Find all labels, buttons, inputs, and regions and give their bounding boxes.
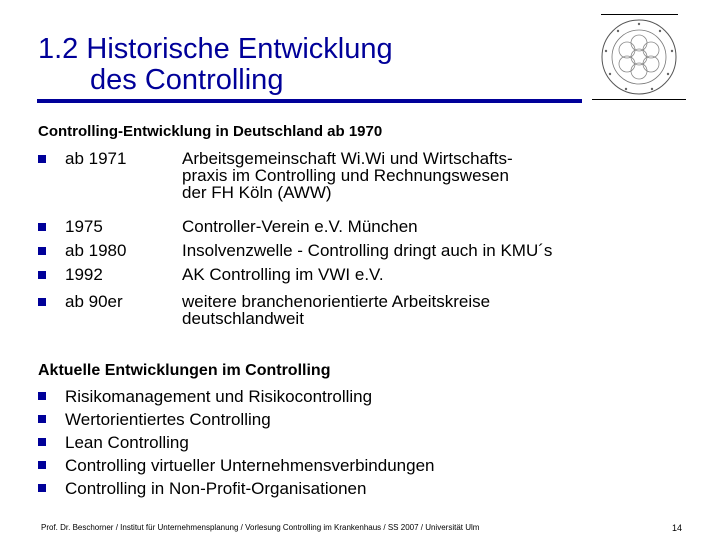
timeline-description: Arbeitsgemeinschaft Wi.Wi und Wirtschafts- praxis im Controlling und Rechnungswesen der FH Köln (AWW) [182, 149, 513, 202]
section-heading-current: Aktuelle Entwicklungen im Controlling [38, 362, 331, 379]
section-heading-history: Controlling-Entwicklung in Deutschland ab 1970 [38, 123, 383, 140]
footer-text: Prof. Dr. Beschorner / Institut für Unternehmensplanung / Vorlesung Controlling im Krankenhaus / SS 2007 / Universität Ulm [41, 523, 480, 532]
square-bullet-icon [38, 298, 46, 306]
university-seal-icon [600, 18, 678, 96]
timeline-list [38, 150, 698, 327]
timeline-year: ab 1971 [65, 149, 127, 168]
title-rule [37, 99, 582, 103]
list-item [38, 454, 434, 477]
timeline-item [38, 242, 698, 266]
page-number: 14 [672, 523, 683, 533]
square-bullet-icon [38, 247, 46, 255]
list-item [38, 408, 434, 431]
timeline-description: AK Controlling im VWI e.V. [182, 265, 384, 284]
list-item-text: Risikomanagement und Risikocontrolling [65, 387, 373, 406]
list-item [38, 385, 434, 408]
timeline-year: ab 1980 [65, 241, 127, 260]
square-bullet-icon [38, 438, 46, 446]
list-item-text: Controlling in Non-Profit-Organisationen [65, 479, 367, 498]
timeline-year: ab 90er [65, 292, 123, 311]
seal-top-line [601, 14, 678, 15]
square-bullet-icon [38, 155, 46, 163]
list-item-text: Lean Controlling [65, 433, 189, 452]
timeline-description: Insolvenzwelle - Controlling dringt auch in KMU´s [182, 241, 553, 260]
seal-bottom-line [592, 99, 686, 100]
university-seal [592, 14, 686, 100]
list-item-text: Wertorientiertes Controlling [65, 410, 271, 429]
square-bullet-icon [38, 415, 46, 423]
square-bullet-icon [38, 271, 46, 279]
timeline-description: weitere branchenorientierte Arbeitskreise deutschlandweit [182, 292, 491, 328]
timeline-item [38, 150, 698, 218]
timeline-year: 1992 [65, 265, 103, 284]
square-bullet-icon [38, 223, 46, 231]
title-line-2: des Controlling [90, 64, 284, 96]
square-bullet-icon [38, 484, 46, 492]
current-developments-list [38, 385, 434, 500]
square-bullet-icon [38, 461, 46, 469]
timeline-description: Controller-Verein e.V. München [182, 217, 418, 236]
timeline-year: 1975 [65, 217, 103, 236]
list-item [38, 431, 434, 454]
list-item [38, 477, 434, 500]
timeline-item [38, 218, 698, 242]
timeline-item [38, 293, 698, 327]
list-item-text: Controlling virtueller Unternehmensverbindungen [65, 456, 435, 475]
timeline-item [38, 266, 698, 293]
title-line-1: 1.2 Historische Entwicklung [38, 33, 393, 65]
square-bullet-icon [38, 392, 46, 400]
slide-title [38, 34, 393, 96]
